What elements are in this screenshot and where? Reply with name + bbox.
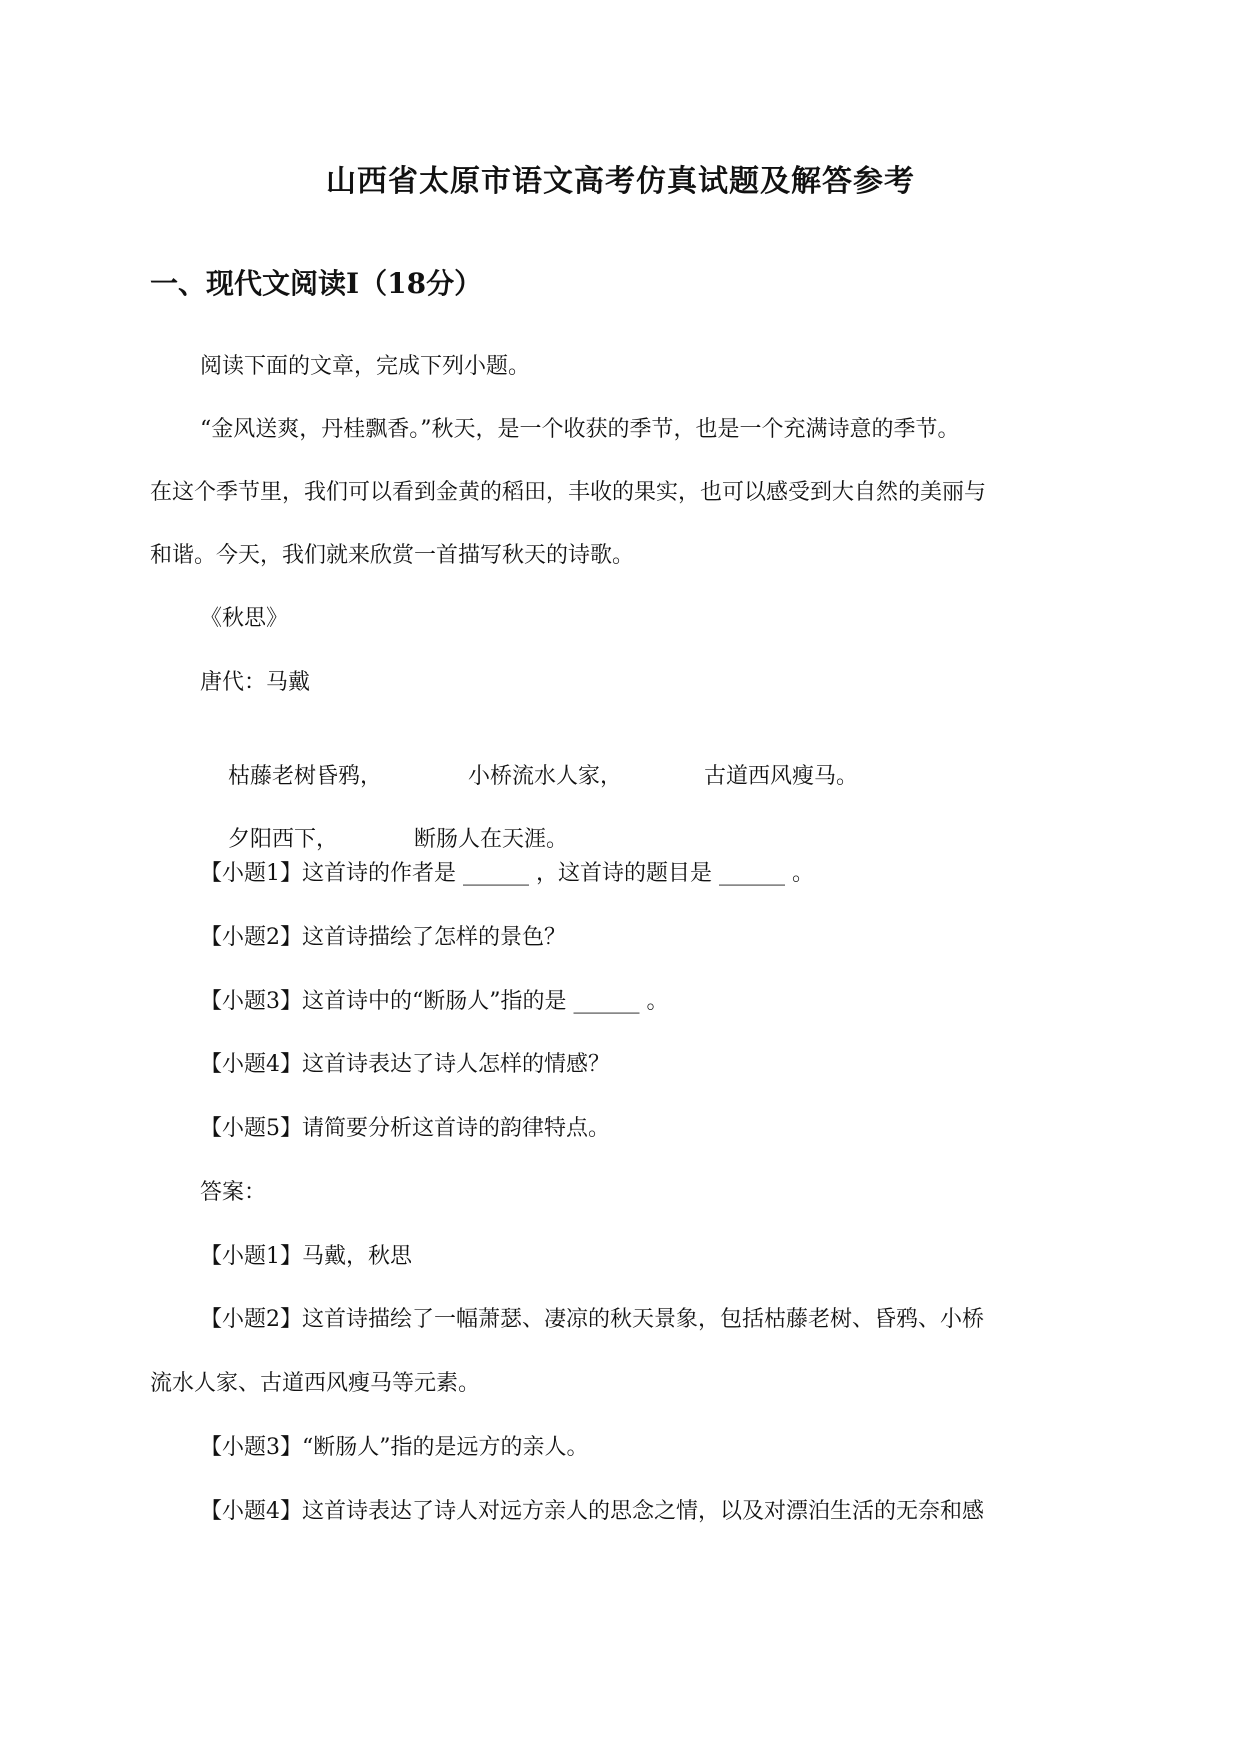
intro-line-1: “金风送爽，丹桂飘香。”秋天，是一个收获的季节，也是一个充满诗意的季节。 [200, 417, 960, 442]
poem-title: 《秋思》 [200, 606, 289, 631]
question-5: 【小题5】请简要分析这首诗的韵律特点。 [200, 1116, 610, 1141]
section-heading: 一、现代文阅读Ⅰ（18分） [150, 267, 483, 300]
reading-instruction: 阅读下面的文章，完成下列小题。 [200, 354, 531, 379]
poem-phrase: 古道西风瘦马。 [703, 764, 858, 789]
answer-1: 【小题1】马戴，秋思 [200, 1244, 412, 1269]
question-2: 【小题2】这首诗描绘了怎样的景色？ [200, 925, 566, 950]
document-title: 山西省太原市语文高考仿真试题及解答参考 [326, 164, 915, 199]
answer-2-line-1: 【小题2】这首诗描绘了一幅萧瑟、凄凉的秋天景象，包括枯藤老树、昏鸦、小桥 [200, 1307, 984, 1332]
question-4: 【小题4】这首诗表达了诗人怎样的情感？ [200, 1052, 610, 1077]
intro-line-3: 和谐。今天，我们就来欣赏一首描写秋天的诗歌。 [150, 543, 635, 568]
poem-phrase: 夕阳西下， [227, 827, 338, 852]
answer-4: 【小题4】这首诗表达了诗人对远方亲人的思念之情，以及对漂泊生活的无奈和感 [200, 1499, 984, 1524]
intro-line-2: 在这个季节里，我们可以看到金黄的稻田，丰收的果实，也可以感受到大自然的美丽与 [150, 480, 987, 505]
poem-phrase: 断肠人在天涯。 [413, 827, 568, 852]
answer-label: 答案： [200, 1180, 267, 1205]
poem-phrase: 枯藤老树昏鸦， [227, 764, 382, 789]
question-3: 【小题3】这首诗中的“断肠人”指的是 ______ 。 [200, 989, 669, 1014]
question-1: 【小题1】这首诗的作者是 ______ ，这首诗的题目是 ______ 。 [200, 861, 814, 886]
answer-2-line-2: 流水人家、古道西风瘦马等元素。 [150, 1371, 481, 1396]
poem-phrase: 小桥流水人家， [467, 764, 622, 789]
answer-3: 【小题3】“断肠人”指的是远方的亲人。 [200, 1435, 589, 1460]
poem-author: 唐代：马戴 [200, 670, 311, 695]
